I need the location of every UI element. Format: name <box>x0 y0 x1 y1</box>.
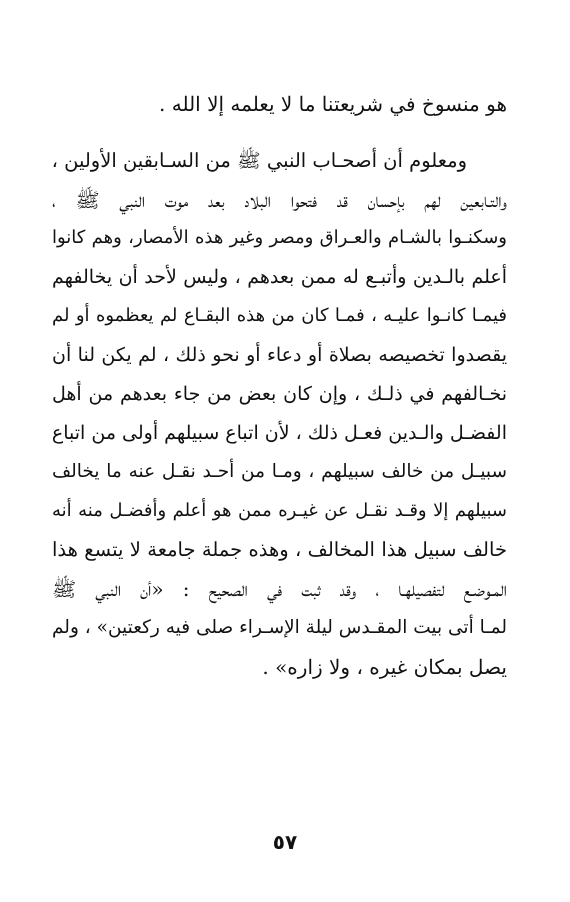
page-number: ٥٧ <box>272 830 298 854</box>
text-line: نخـالفهم في ذلـك ، وإن كان بعض من جاء بعدهم من أهل <box>52 383 507 405</box>
text-line: سبيـل من خالف سبيلهم ، ومـا من أحـد نقـل عنه ما يخالف <box>52 461 507 482</box>
text-line: ومعلوم أن أصحـاب النبي ﷺ من السـابقين الأولين ، <box>51 149 467 172</box>
text-line: يقصدوا تخصيصه بصلاة أو دعاء أو نحو ذلك ، لم يكن لنا أن <box>52 344 507 366</box>
text-line: المـوضـع لتفصيلهـا ، وقد ثبت في الصحيح : «أن النبي ﷺ <box>52 577 507 601</box>
text-line: لمـا أتى بيت المقـدس ليلة الإسـراء صلى فيه ركعتين» ، ولم <box>52 617 507 638</box>
text-line: أعلم بالـدين وأتبـع له ممن بعدهم ، وليس لأحد أن يخالفهم <box>52 266 507 288</box>
text-line: فيمـا كانـوا عليـه ، فمـا كان من هذه البقـاع لم يعظموه أو لم <box>52 305 507 326</box>
text-line: سبيلهم إلا وقـد نقـل عن غيـره ممن هو أعلم وأفضـل منه أنه <box>52 500 507 521</box>
text-line: خالف سبيل هذا المخالف ، وهذه جملة جامعة لا يتسع هذا <box>52 538 507 561</box>
text-line: هو منسوخ في شريعتنا ما لا يعلمه إلا الله . <box>159 92 507 116</box>
text-line: وسكنـوا بالشـام والعـراق ومصر وغير هذه الأمصار، وهم كانوا <box>52 227 507 248</box>
text-line: والتـابعين لهم بإحسان قد فتحوا البلاد بعد موت النبي ﷺ ، <box>52 188 507 212</box>
text-line: يصل بمكان غيره ، ولا زاره» . <box>262 655 507 679</box>
text-line: الفضـل والـدين فعـل ذلك ، لأن اتباع سبيلهم أولى من اتباع <box>51 422 507 444</box>
